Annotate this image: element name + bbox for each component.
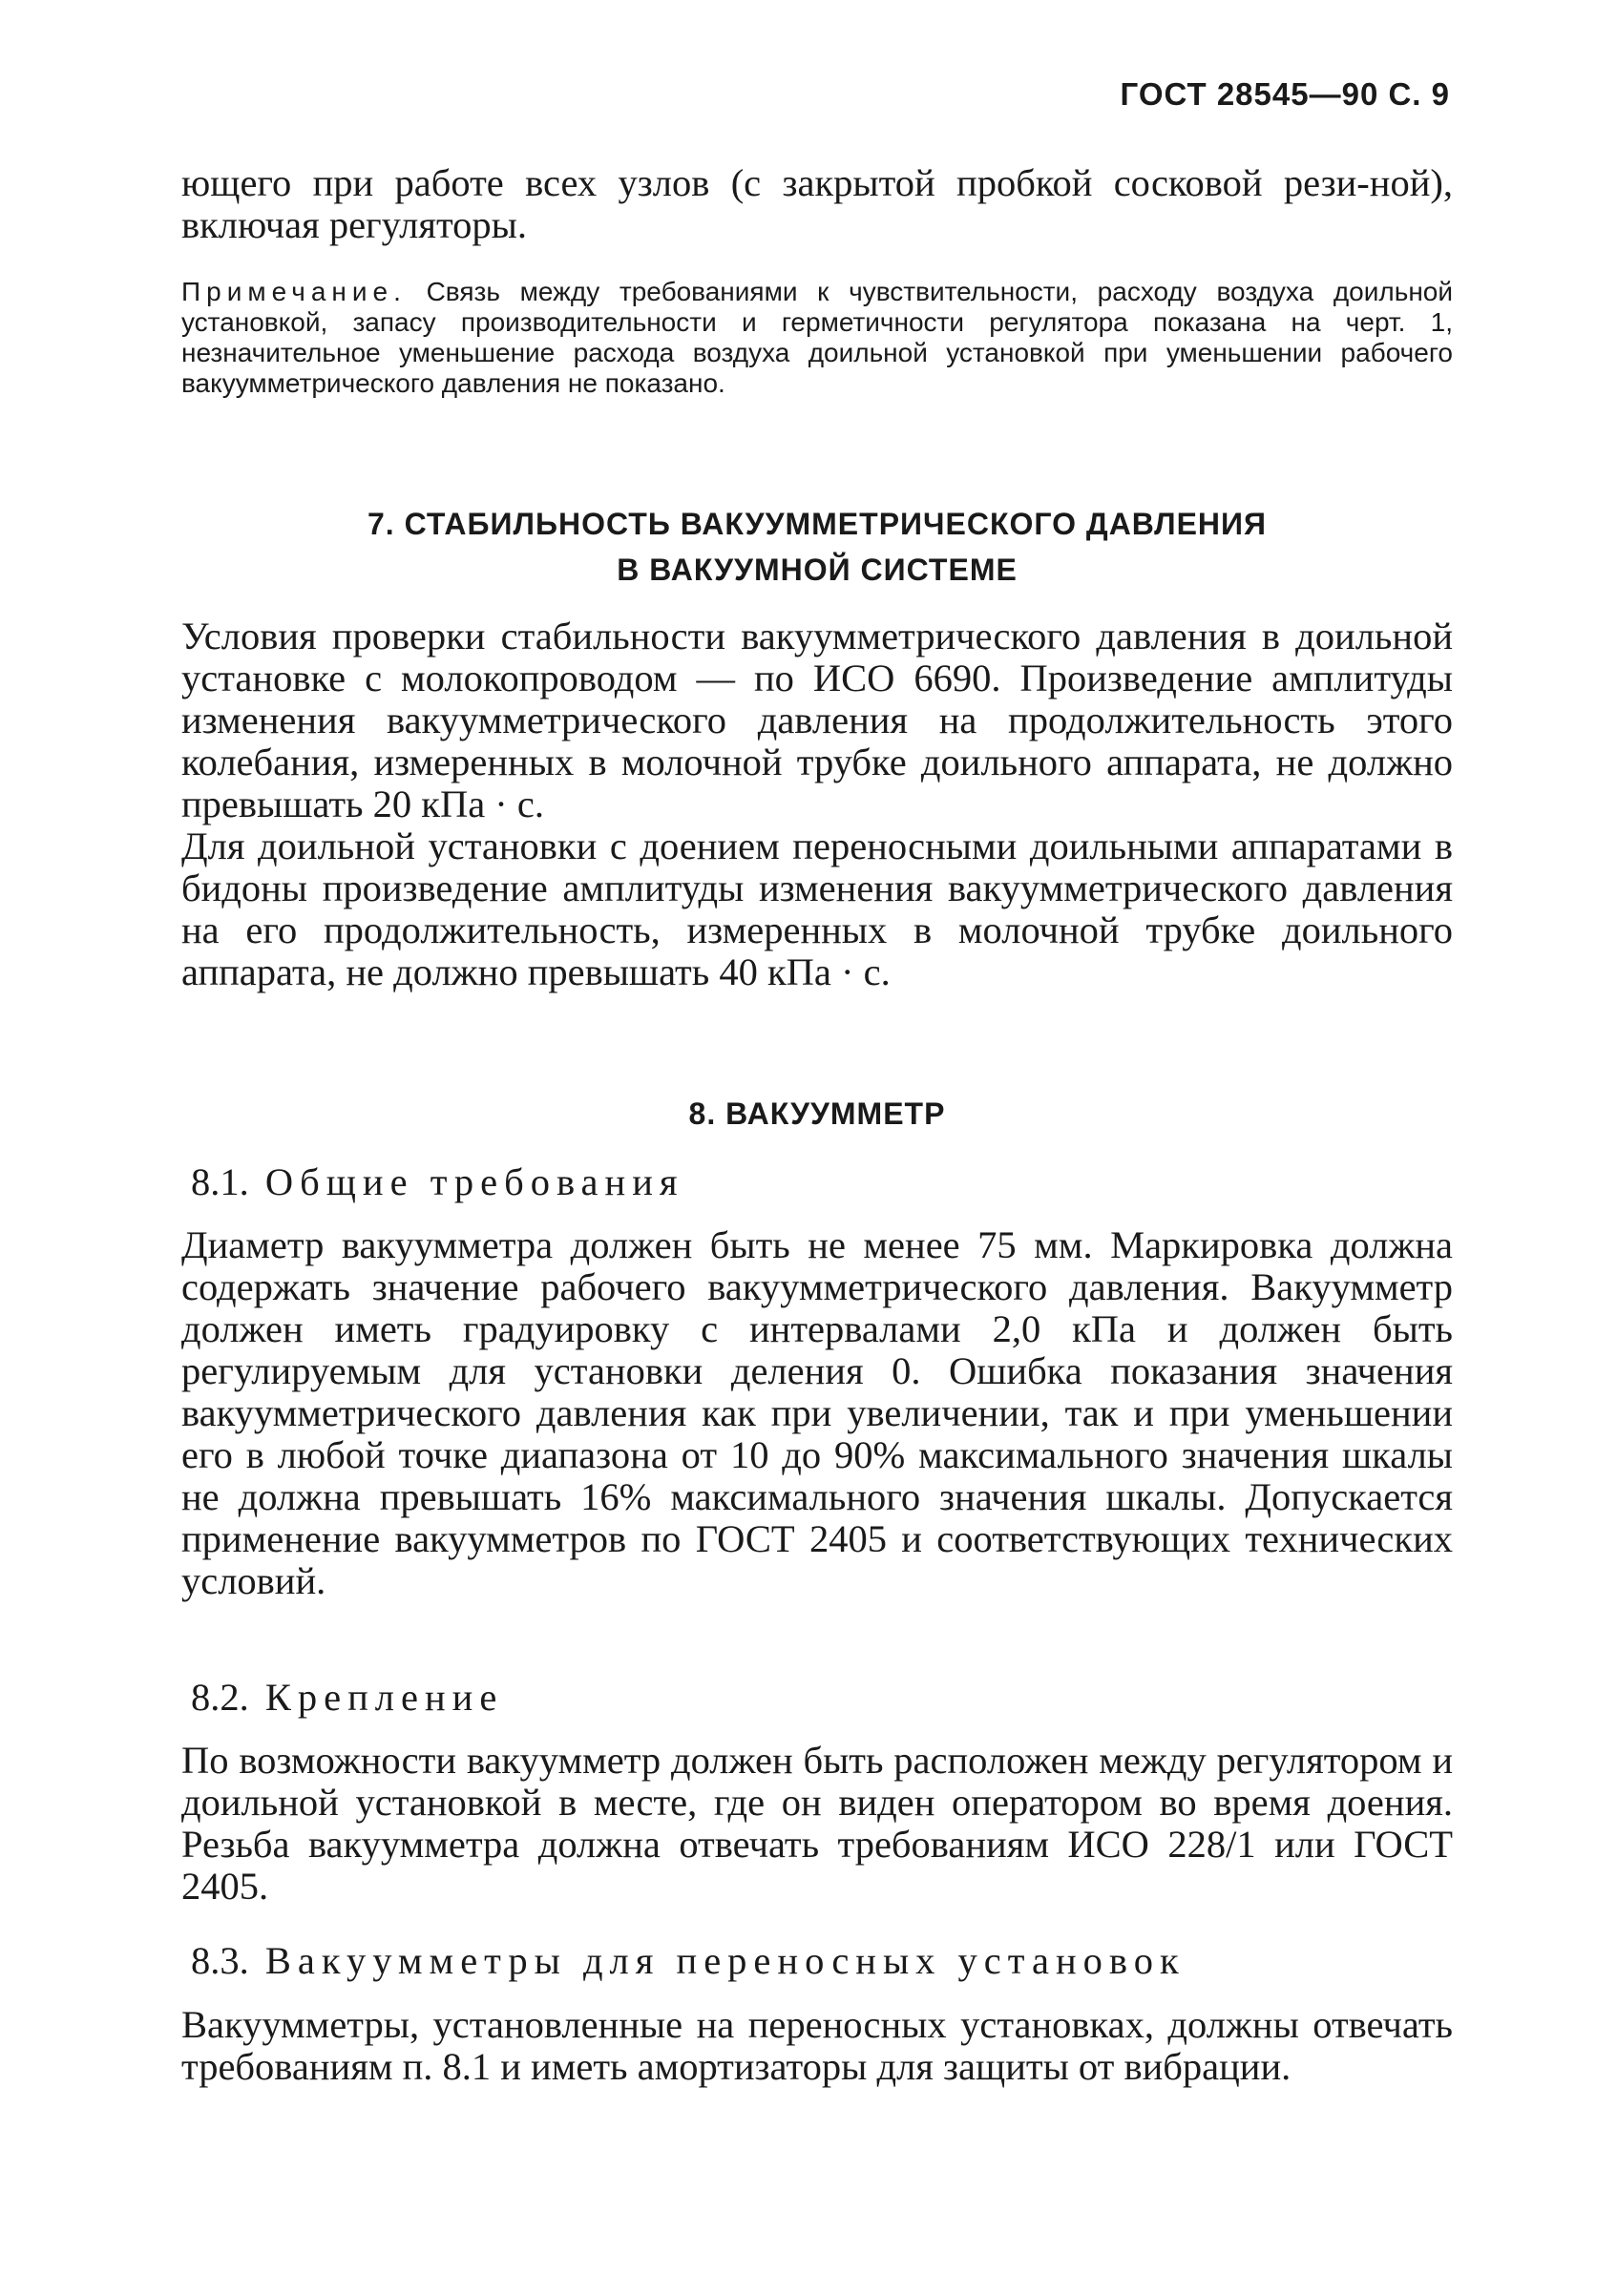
subsection-8-3-number: 8.3. bbox=[191, 1939, 249, 1982]
subsection-8-1-body bbox=[181, 1224, 1453, 1602]
subsection-8-3-body bbox=[181, 2004, 1453, 2088]
subsection-8-1-heading bbox=[191, 1161, 684, 1203]
page-header: ГОСТ 28545—90 С. 9 bbox=[1120, 76, 1450, 112]
section-8-title: 8. ВАКУУММЕТР bbox=[688, 1096, 946, 1131]
note-block bbox=[181, 277, 1453, 399]
section-7-title-line2: В ВАКУУМНОЙ СИСТЕМЕ bbox=[617, 553, 1018, 587]
section-7-heading bbox=[181, 501, 1453, 593]
note-text: Связь между требованиями к чувствительности, расходу воздуха доильной установкой, запасу производительности и герметичности регулятора показана на черт. 1, незначительное уменьшение расхода воздуха доильной установкой при уменьшении рабочего вакуумметрического давления не показано. bbox=[181, 277, 1453, 398]
note-label: Примечание. bbox=[181, 277, 407, 306]
subsection-8-2-heading bbox=[191, 1677, 503, 1719]
section-7-para2: Для доильной установки с доением переносными доильными аппаратами в бидоны произведение амплитуды изменения вакуумметрического давления на его продолжительность, измеренных в молочной трубке доильного аппарата, не должно превышать 40 кПа · с. bbox=[181, 824, 1453, 993]
section-8-heading bbox=[181, 1091, 1453, 1137]
intro-text: ющего при работе всех узлов (с закрытой пробкой сосковой рези-ной), включая регуляторы. bbox=[181, 161, 1453, 246]
subsection-8-3-heading bbox=[191, 1940, 1186, 1982]
section-7-title-line1: 7. СТАБИЛЬНОСТЬ ВАКУУММЕТРИЧЕСКОГО ДАВЛЕНИЯ bbox=[367, 507, 1268, 541]
section-7-para1: Условия проверки стабильности вакуумметрического давления в доильной установке с молокопроводом — по ИСО 6690. Произведение амплитуды изменения вакуумметрического давления на продолжительность этого колебания, измеренных в молочной трубке доильного аппарата, не должно превышать 20 кПа · с. bbox=[181, 615, 1453, 825]
subsection-8-1-number: 8.1. bbox=[191, 1160, 249, 1203]
subsection-8-3-title: Вакуумметры для переносных установок bbox=[264, 1939, 1186, 1982]
subsection-8-2-text: По возможности вакуумметр должен быть расположен между регулятором и доильной установкой в месте, где он виден оператором во время доения. Резьба вакуумметра должна отвечать требованиям ИСО 228/1 или ГОСТ 2405. bbox=[181, 1739, 1453, 1908]
note-paragraph bbox=[181, 277, 1453, 399]
section-7-body bbox=[181, 616, 1453, 993]
subsection-8-2-title: Крепление bbox=[264, 1676, 504, 1719]
subsection-8-2-number: 8.2. bbox=[191, 1676, 249, 1719]
subsection-8-1-title: Общие требования bbox=[264, 1160, 684, 1203]
intro-paragraph bbox=[181, 162, 1453, 246]
subsection-8-3-text: Вакуумметры, установленные на переносных установках, должны отвечать требованиям п. 8.1 и иметь амортизаторы для защиты от вибрации. bbox=[181, 2003, 1453, 2088]
subsection-8-1-text: Диаметр вакуумметра должен быть не менее 75 мм. Маркировка должна содержать значение рабочего вакуумметрического давления. Вакуумметр должен иметь градуировку с интервалами 2,0 кПа и должен быть регулируемым для установки деления 0. Ошибка показания значения вакуумметрического давления как при увеличении, так и при уменьшении его в любой точке диапазона от 10 до 90% максимального значения шкалы не должна превышать 16% максимального значения шкалы. Допускается применение вакуумметров по ГОСТ 2405 и соответствующих технических условий. bbox=[181, 1223, 1453, 1602]
subsection-8-2-body bbox=[181, 1740, 1453, 1908]
